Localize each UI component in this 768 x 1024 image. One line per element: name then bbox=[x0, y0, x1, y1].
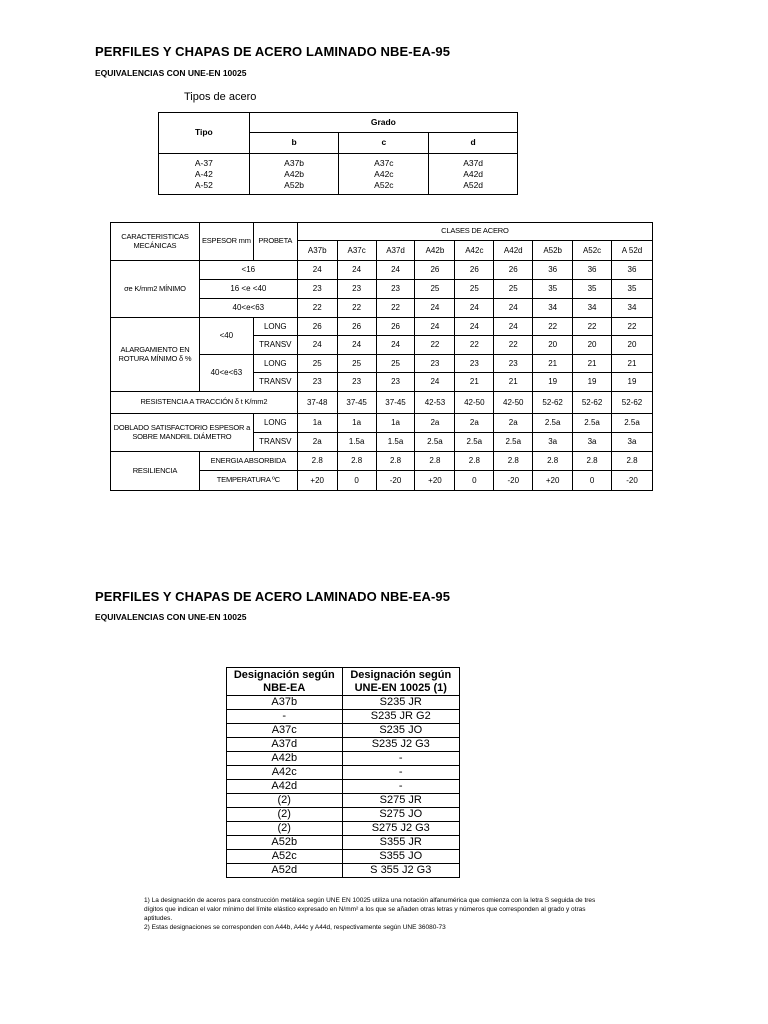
value-cell: -20 bbox=[376, 471, 415, 491]
value-cell: 37-45 bbox=[376, 392, 415, 414]
value-cell: 2.5a bbox=[455, 433, 494, 452]
value-cell: 1a bbox=[297, 414, 337, 433]
value-cell: 0 bbox=[455, 471, 494, 491]
value-cell: 2.5a bbox=[415, 433, 455, 452]
value-cell: 2.8 bbox=[533, 452, 573, 471]
value-cell: 26 bbox=[337, 318, 376, 336]
class-header: A37d bbox=[376, 241, 415, 261]
value-cell: 23 bbox=[337, 280, 376, 299]
value-cell: 22 bbox=[612, 318, 653, 336]
list-item: A-52 bbox=[194, 179, 213, 190]
list-item: A-37 bbox=[194, 157, 213, 168]
resilience-label: RESILIENCIA bbox=[111, 452, 200, 491]
value-cell: 25 bbox=[494, 280, 533, 299]
value-cell: 34 bbox=[533, 299, 573, 318]
value-cell: 25 bbox=[455, 280, 494, 299]
table-cell: S275 JO bbox=[342, 808, 460, 822]
table-cell: S235 JR bbox=[342, 696, 460, 710]
resilience-row-label: TEMPERATURA ºC bbox=[199, 471, 297, 491]
table-cell: (2) bbox=[227, 794, 343, 808]
grade-d-header: d bbox=[429, 133, 518, 154]
value-cell: 20 bbox=[573, 336, 612, 355]
mechanical-properties-table bbox=[110, 222, 653, 491]
probeta-cell: TRANSV bbox=[253, 373, 297, 392]
thickness-range: <16 bbox=[199, 261, 297, 280]
value-cell: 19 bbox=[533, 373, 573, 392]
limit-label: σe K/mm2 MÍNIMO bbox=[111, 261, 200, 318]
value-cell: 22 bbox=[455, 336, 494, 355]
value-cell: 19 bbox=[612, 373, 653, 392]
value-cell: 23 bbox=[494, 355, 533, 373]
list-item: A37b bbox=[284, 157, 305, 168]
value-cell: -20 bbox=[612, 471, 653, 491]
value-cell: 35 bbox=[573, 280, 612, 299]
value-cell: 2a bbox=[415, 414, 455, 433]
footnote-1: 1) La designación de aceros para construcción metálica según UNE EN 10025 utiliza una notación alfanumérica que comienza con la letra S seguida de tres dígitos que indican el valor mínimo del límite elástico expresado en N/mm² a los que se añaden otras letras y números que corresponden al grado y otras aptitudes. bbox=[144, 897, 596, 922]
table-cell: (2) bbox=[227, 808, 343, 822]
value-cell: 23 bbox=[376, 280, 415, 299]
value-cell: 1a bbox=[337, 414, 376, 433]
value-cell: 24 bbox=[376, 261, 415, 280]
value-cell: 23 bbox=[415, 355, 455, 373]
bending-label: DOBLADO SATISFACTORIO ESPESOR a SOBRE MANDRIL DIÁMETRO bbox=[111, 414, 254, 452]
value-cell: 23 bbox=[297, 373, 337, 392]
table-cell: S355 JO bbox=[342, 850, 460, 864]
value-cell: 1.5a bbox=[337, 433, 376, 452]
value-cell: 26 bbox=[376, 318, 415, 336]
value-cell: 2a bbox=[494, 414, 533, 433]
value-cell: 3a bbox=[533, 433, 573, 452]
value-cell: 34 bbox=[612, 299, 653, 318]
value-cell: 22 bbox=[297, 299, 337, 318]
table-cell: A42b bbox=[227, 752, 343, 766]
value-cell: 24 bbox=[297, 261, 337, 280]
value-cell: 3a bbox=[573, 433, 612, 452]
footnote-2: 2) Estas designaciones se corresponden con A44b, A44c y A44d, respectivamente según UNE 36080-73 bbox=[144, 924, 446, 931]
value-cell: 2.5a bbox=[494, 433, 533, 452]
value-cell: 22 bbox=[337, 299, 376, 318]
value-cell: 24 bbox=[415, 299, 455, 318]
value-cell: 24 bbox=[455, 318, 494, 336]
thickness-range: 16 <e <40 bbox=[199, 280, 297, 299]
col-nbe-header: Designación según NBE-EA bbox=[227, 668, 343, 696]
value-cell: 22 bbox=[376, 299, 415, 318]
value-cell: -20 bbox=[494, 471, 533, 491]
value-cell: 52-62 bbox=[533, 392, 573, 414]
table-cell: A52d bbox=[227, 864, 343, 878]
value-cell: 24 bbox=[415, 318, 455, 336]
value-cell: 0 bbox=[337, 471, 376, 491]
value-cell: 26 bbox=[494, 261, 533, 280]
value-cell: 2.5a bbox=[612, 414, 653, 433]
probeta-cell: TRANSV bbox=[253, 433, 297, 452]
value-cell: 24 bbox=[297, 336, 337, 355]
value-cell: 25 bbox=[376, 355, 415, 373]
footnotes bbox=[144, 896, 614, 932]
probeta-cell: TRANSV bbox=[253, 336, 297, 355]
value-cell: 52-62 bbox=[573, 392, 612, 414]
table-cell: A37d bbox=[227, 738, 343, 752]
value-cell: 24 bbox=[494, 299, 533, 318]
thickness-range: 40<e<63 bbox=[199, 355, 253, 392]
grade-b-header: b bbox=[249, 133, 339, 154]
value-cell: 34 bbox=[573, 299, 612, 318]
header-probeta: PROBETA bbox=[253, 223, 297, 261]
value-cell: +20 bbox=[297, 471, 337, 491]
list-item: A-42 bbox=[194, 168, 213, 179]
list-item: A42c bbox=[374, 168, 394, 179]
steel-types-table bbox=[158, 112, 518, 195]
value-cell: 2a bbox=[297, 433, 337, 452]
elongation-label: ALARGAMIENTO EN ROTURA MÍNIMO δ % bbox=[111, 318, 200, 392]
table-cell: - bbox=[227, 710, 343, 724]
value-cell: 20 bbox=[533, 336, 573, 355]
value-cell: 21 bbox=[612, 355, 653, 373]
table-cell: A42c bbox=[227, 766, 343, 780]
value-cell: 24 bbox=[337, 261, 376, 280]
list-item: A37c bbox=[374, 157, 394, 168]
table-cell: S235 JO bbox=[342, 724, 460, 738]
class-header: A52b bbox=[533, 241, 573, 261]
value-cell: 26 bbox=[297, 318, 337, 336]
value-cell: 21 bbox=[455, 373, 494, 392]
class-header: A 52d bbox=[612, 241, 653, 261]
value-cell: 23 bbox=[376, 373, 415, 392]
value-cell: 3a bbox=[612, 433, 653, 452]
value-cell: 22 bbox=[415, 336, 455, 355]
types-tipo-list bbox=[159, 154, 250, 195]
value-cell: 24 bbox=[337, 336, 376, 355]
value-cell: 1.5a bbox=[376, 433, 415, 452]
list-item: A52b bbox=[284, 179, 305, 190]
table-cell: A37c bbox=[227, 724, 343, 738]
value-cell: 2a bbox=[455, 414, 494, 433]
table-cell: - bbox=[342, 752, 460, 766]
table-cell: S235 JR G2 bbox=[342, 710, 460, 724]
header-clases: CLASES DE ACERO bbox=[297, 223, 652, 241]
list-item: A42b bbox=[284, 168, 305, 179]
value-cell: 2.8 bbox=[573, 452, 612, 471]
probeta-cell: LONG bbox=[253, 318, 297, 336]
table-cell: A52b bbox=[227, 836, 343, 850]
value-cell: 25 bbox=[337, 355, 376, 373]
value-cell: 36 bbox=[573, 261, 612, 280]
list-item: A42d bbox=[463, 168, 484, 179]
section2-title: PERFILES Y CHAPAS DE ACERO LAMINADO NBE-EA-95 bbox=[95, 589, 451, 604]
probeta-cell: LONG bbox=[253, 414, 297, 433]
tensile-label: RESISTENCIA A TRACCIÓN δ t K/mm2 bbox=[111, 392, 298, 414]
value-cell: 24 bbox=[415, 373, 455, 392]
value-cell: 42-50 bbox=[455, 392, 494, 414]
value-cell: 2.8 bbox=[376, 452, 415, 471]
class-header: A42c bbox=[455, 241, 494, 261]
value-cell: 2.8 bbox=[415, 452, 455, 471]
value-cell: 35 bbox=[612, 280, 653, 299]
table-cell: - bbox=[342, 780, 460, 794]
table-cell: S 355 J2 G3 bbox=[342, 864, 460, 878]
class-header: A42d bbox=[494, 241, 533, 261]
value-cell: +20 bbox=[533, 471, 573, 491]
value-cell: 21 bbox=[494, 373, 533, 392]
header-espesor: ESPESOR mm bbox=[199, 223, 253, 261]
value-cell: 19 bbox=[573, 373, 612, 392]
value-cell: 24 bbox=[455, 299, 494, 318]
col-tipo-header: Tipo bbox=[159, 113, 250, 154]
class-header: A52c bbox=[573, 241, 612, 261]
class-header: A42b bbox=[415, 241, 455, 261]
value-cell: 21 bbox=[573, 355, 612, 373]
value-cell: 36 bbox=[612, 261, 653, 280]
value-cell: 42-50 bbox=[494, 392, 533, 414]
section2-subtitle: EQUIVALENCIAS CON UNE-EN 10025 bbox=[95, 612, 247, 622]
value-cell: 36 bbox=[533, 261, 573, 280]
list-item: A37d bbox=[463, 157, 484, 168]
value-cell: 0 bbox=[573, 471, 612, 491]
value-cell: 2.5a bbox=[573, 414, 612, 433]
value-cell: 37-48 bbox=[297, 392, 337, 414]
table-cell: (2) bbox=[227, 822, 343, 836]
value-cell: 24 bbox=[494, 318, 533, 336]
section1-title: PERFILES Y CHAPAS DE ACERO LAMINADO NBE-EA-95 bbox=[95, 44, 451, 59]
value-cell: 26 bbox=[455, 261, 494, 280]
types-c-list bbox=[339, 154, 429, 195]
value-cell: 35 bbox=[533, 280, 573, 299]
types-caption: Tipos de acero bbox=[184, 91, 257, 103]
types-d-list bbox=[429, 154, 518, 195]
col-grado-header: Grado bbox=[249, 113, 517, 133]
class-header: A37b bbox=[297, 241, 337, 261]
value-cell: 2.8 bbox=[455, 452, 494, 471]
value-cell: 23 bbox=[297, 280, 337, 299]
value-cell: 2.8 bbox=[297, 452, 337, 471]
value-cell: 23 bbox=[455, 355, 494, 373]
value-cell: 2.8 bbox=[612, 452, 653, 471]
value-cell: 24 bbox=[376, 336, 415, 355]
table-cell: - bbox=[342, 766, 460, 780]
list-item: A52d bbox=[463, 179, 484, 190]
table-cell: S235 J2 G3 bbox=[342, 738, 460, 752]
grade-c-header: c bbox=[339, 133, 429, 154]
section1-subtitle: EQUIVALENCIAS CON UNE-EN 10025 bbox=[95, 68, 247, 78]
value-cell: 26 bbox=[415, 261, 455, 280]
value-cell: 42-53 bbox=[415, 392, 455, 414]
value-cell: 23 bbox=[337, 373, 376, 392]
value-cell: 22 bbox=[494, 336, 533, 355]
value-cell: 2.8 bbox=[494, 452, 533, 471]
value-cell: 52-62 bbox=[612, 392, 653, 414]
value-cell: 2.5a bbox=[533, 414, 573, 433]
table-cell: A52c bbox=[227, 850, 343, 864]
value-cell: 22 bbox=[573, 318, 612, 336]
value-cell: 22 bbox=[533, 318, 573, 336]
table-cell: S355 JR bbox=[342, 836, 460, 850]
equivalence-table bbox=[226, 667, 460, 878]
value-cell: 25 bbox=[297, 355, 337, 373]
value-cell: 25 bbox=[415, 280, 455, 299]
col-une-header: Designación según UNE-EN 10025 (1) bbox=[342, 668, 460, 696]
value-cell: 37-45 bbox=[337, 392, 376, 414]
table-cell: S275 JR bbox=[342, 794, 460, 808]
table-cell: A42d bbox=[227, 780, 343, 794]
value-cell: 1a bbox=[376, 414, 415, 433]
table-cell: A37b bbox=[227, 696, 343, 710]
resilience-row-label: ENERGIA ABSORBIDA bbox=[199, 452, 297, 471]
thickness-range: 40<e<63 bbox=[199, 299, 297, 318]
header-caracteristicas: CARACTERISTICAS MECÁNICAS bbox=[111, 223, 200, 261]
value-cell: 2.8 bbox=[337, 452, 376, 471]
thickness-range: <40 bbox=[199, 318, 253, 355]
value-cell: 20 bbox=[612, 336, 653, 355]
value-cell: +20 bbox=[415, 471, 455, 491]
table-cell: S275 J2 G3 bbox=[342, 822, 460, 836]
list-item: A52c bbox=[374, 179, 394, 190]
types-b-list bbox=[249, 154, 339, 195]
class-header: A37c bbox=[337, 241, 376, 261]
probeta-cell: LONG bbox=[253, 355, 297, 373]
value-cell: 21 bbox=[533, 355, 573, 373]
